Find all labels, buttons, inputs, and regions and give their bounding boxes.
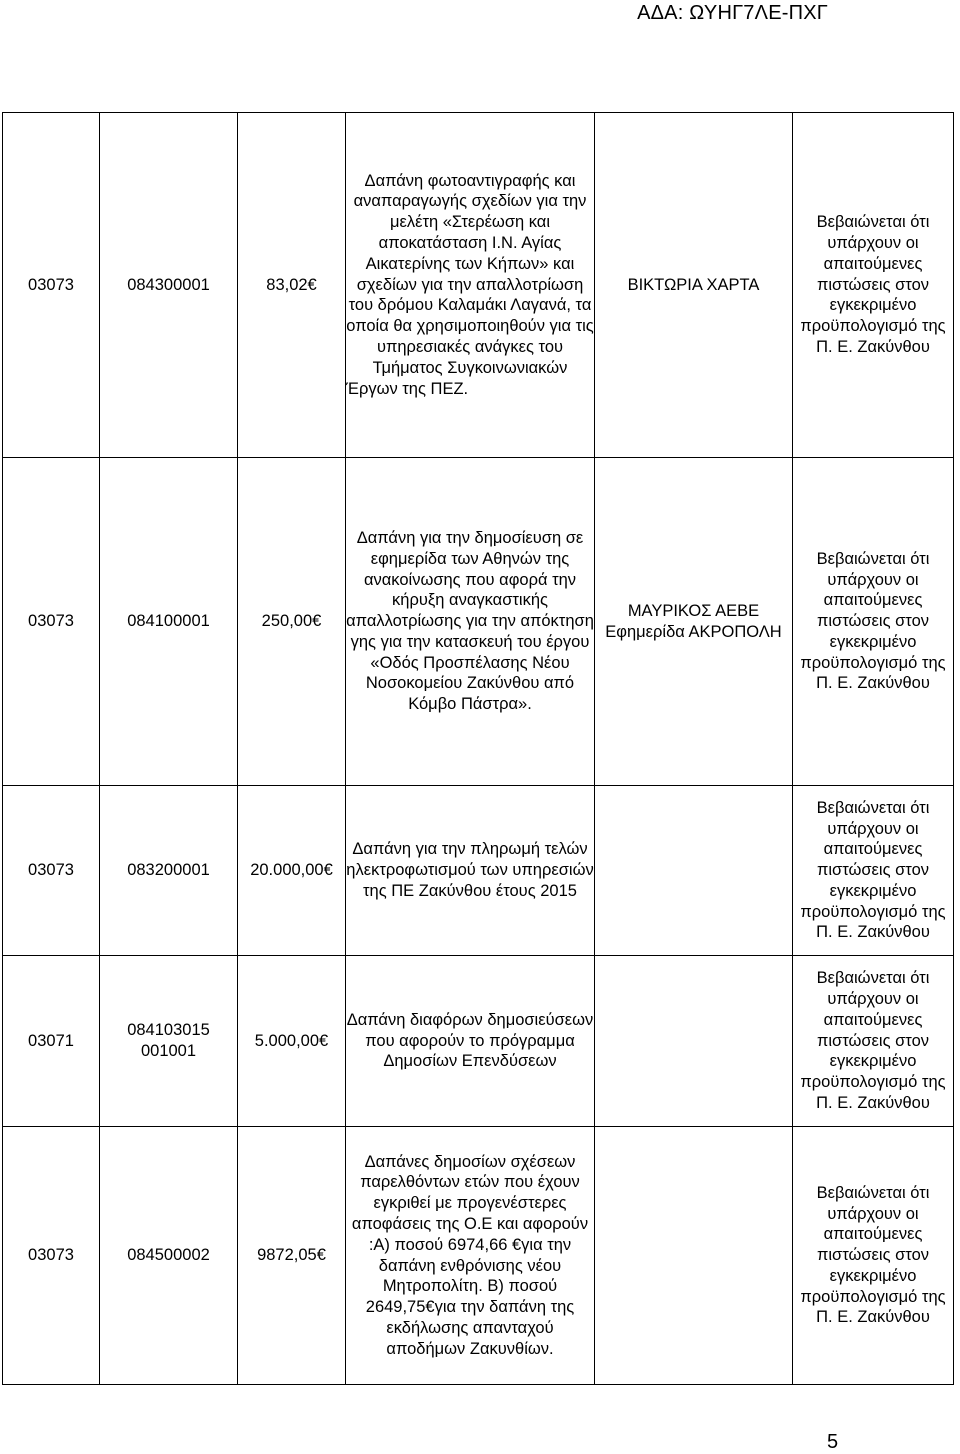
table-row: [3, 1127, 954, 1385]
supplier-cell: ΒΙΚΤΩΡΙΑ ΧΑΡΤΑ: [595, 113, 793, 458]
supplier-cell: [595, 1127, 793, 1385]
note-cell: Βεβαιώνεται ότι υπάρχουν οι απαιτούμενες πιστώσεις στον εγκεκριμένο προϋπολογισμό της Π. Ε. Ζακύνθου: [793, 1127, 954, 1385]
note-cell: Βεβαιώνεται ότι υπάρχουν οι απαιτούμενες πιστώσεις στον εγκεκριμένο προϋπολογισμό της Π. Ε. Ζακύνθου: [793, 786, 954, 956]
description-cell: Δαπάνη για την πληρωμή τελών ηλεκτροφωτισμού των υπηρεσιών της ΠΕ Ζακύνθου έτους 2015: [346, 786, 595, 956]
table-row: [3, 956, 954, 1127]
description-cell: Δαπάνη διαφόρων δημοσιεύσεων που αφορούν το πρόγραμμα Δημοσίων Επενδύσεων: [346, 956, 595, 1127]
supplier-cell: ΜΑΥΡΙΚΟΣ ΑΕΒΕ Εφημερίδα ΑΚΡΟΠΟΛΗ: [595, 458, 793, 786]
note-cell: Βεβαιώνεται ότι υπάρχουν οι απαιτούμενες πιστώσεις στον εγκεκριμένο προϋπολογισμό της Π. Ε. Ζακύνθου: [793, 458, 954, 786]
code-cell: 083200001: [100, 786, 238, 956]
ada-code: ΑΔΑ: ΩΥΗΓ7ΛΕ-ΠΧΓ: [637, 2, 828, 24]
description-cell: Δαπάνη φωτοαντιγραφής και αναπαραγωγής σχεδίων για την μελέτη «Στερέωση και αποκατάσταση Ι.Ν. Αγίας Αικατερίνης των Κήπων» και σχεδίων για την απαλλοτρίωση του δρόμου Καλαμάκι Λαγανά, τα οποία θα χρησιμοποιηθούν για τις υπηρεσιακές ανάγκες του Τμήματος Συγκοινωνιακών Έργων της ΠΕΖ.: [346, 113, 595, 458]
code-cell: 084103015 001001: [100, 956, 238, 1127]
supplier-cell: [595, 956, 793, 1127]
code-cell: 084100001: [100, 458, 238, 786]
kae-cell: 03073: [3, 113, 100, 458]
kae-cell: 03073: [3, 1127, 100, 1385]
note-cell: Βεβαιώνεται ότι υπάρχουν οι απαιτούμενες πιστώσεις στον εγκεκριμένο προϋπολογισμό της Π. Ε. Ζακύνθου: [793, 113, 954, 458]
page-number: 5: [827, 1431, 839, 1453]
kae-cell: 03073: [3, 786, 100, 956]
code-cell: 084300001: [100, 113, 238, 458]
table-row: [3, 458, 954, 786]
amount-cell: 20.000,00€: [238, 786, 346, 956]
amount-cell: 250,00€: [238, 458, 346, 786]
amount-cell: 5.000,00€: [238, 956, 346, 1127]
amount-cell: 9872,05€: [238, 1127, 346, 1385]
note-cell: Βεβαιώνεται ότι υπάρχουν οι απαιτούμενες πιστώσεις στον εγκεκριμένο προϋπολογισμό της Π. Ε. Ζακύνθου: [793, 956, 954, 1127]
table-row: [3, 113, 954, 458]
description-cell: Δαπάνες δημοσίων σχέσεων παρελθόντων ετών που έχουν εγκριθεί με προγενέστερες αποφάσεις της Ο.Ε και αφορούν :Α) ποσού 6974,66 €για την δαπάνη ενθρόνισης νέου Μητροπολίτη. Β) ποσού 2649,75€για την δαπάνη της εκδήλωσης απανταχού αποδήμων Ζακυνθίων.: [346, 1127, 595, 1385]
description-cell: Δαπάνη για την δημοσίευση σε εφημερίδα των Αθηνών της ανακοίνωσης που αφορά την κήρυξη αναγκαστικής απαλλοτρίωσης για την απόκτηση γης για την κατασκευή του έργου «Οδός Προσπέλασης Νέου Νοσοκομείου Ζακύνθου από Κόμβο Πάστρα».: [346, 458, 595, 786]
amount-cell: 83,02€: [238, 113, 346, 458]
expenditure-table: [2, 112, 954, 1385]
kae-cell: 03073: [3, 458, 100, 786]
kae-cell: 03071: [3, 956, 100, 1127]
supplier-cell: [595, 786, 793, 956]
table-row: [3, 786, 954, 956]
code-cell: 084500002: [100, 1127, 238, 1385]
